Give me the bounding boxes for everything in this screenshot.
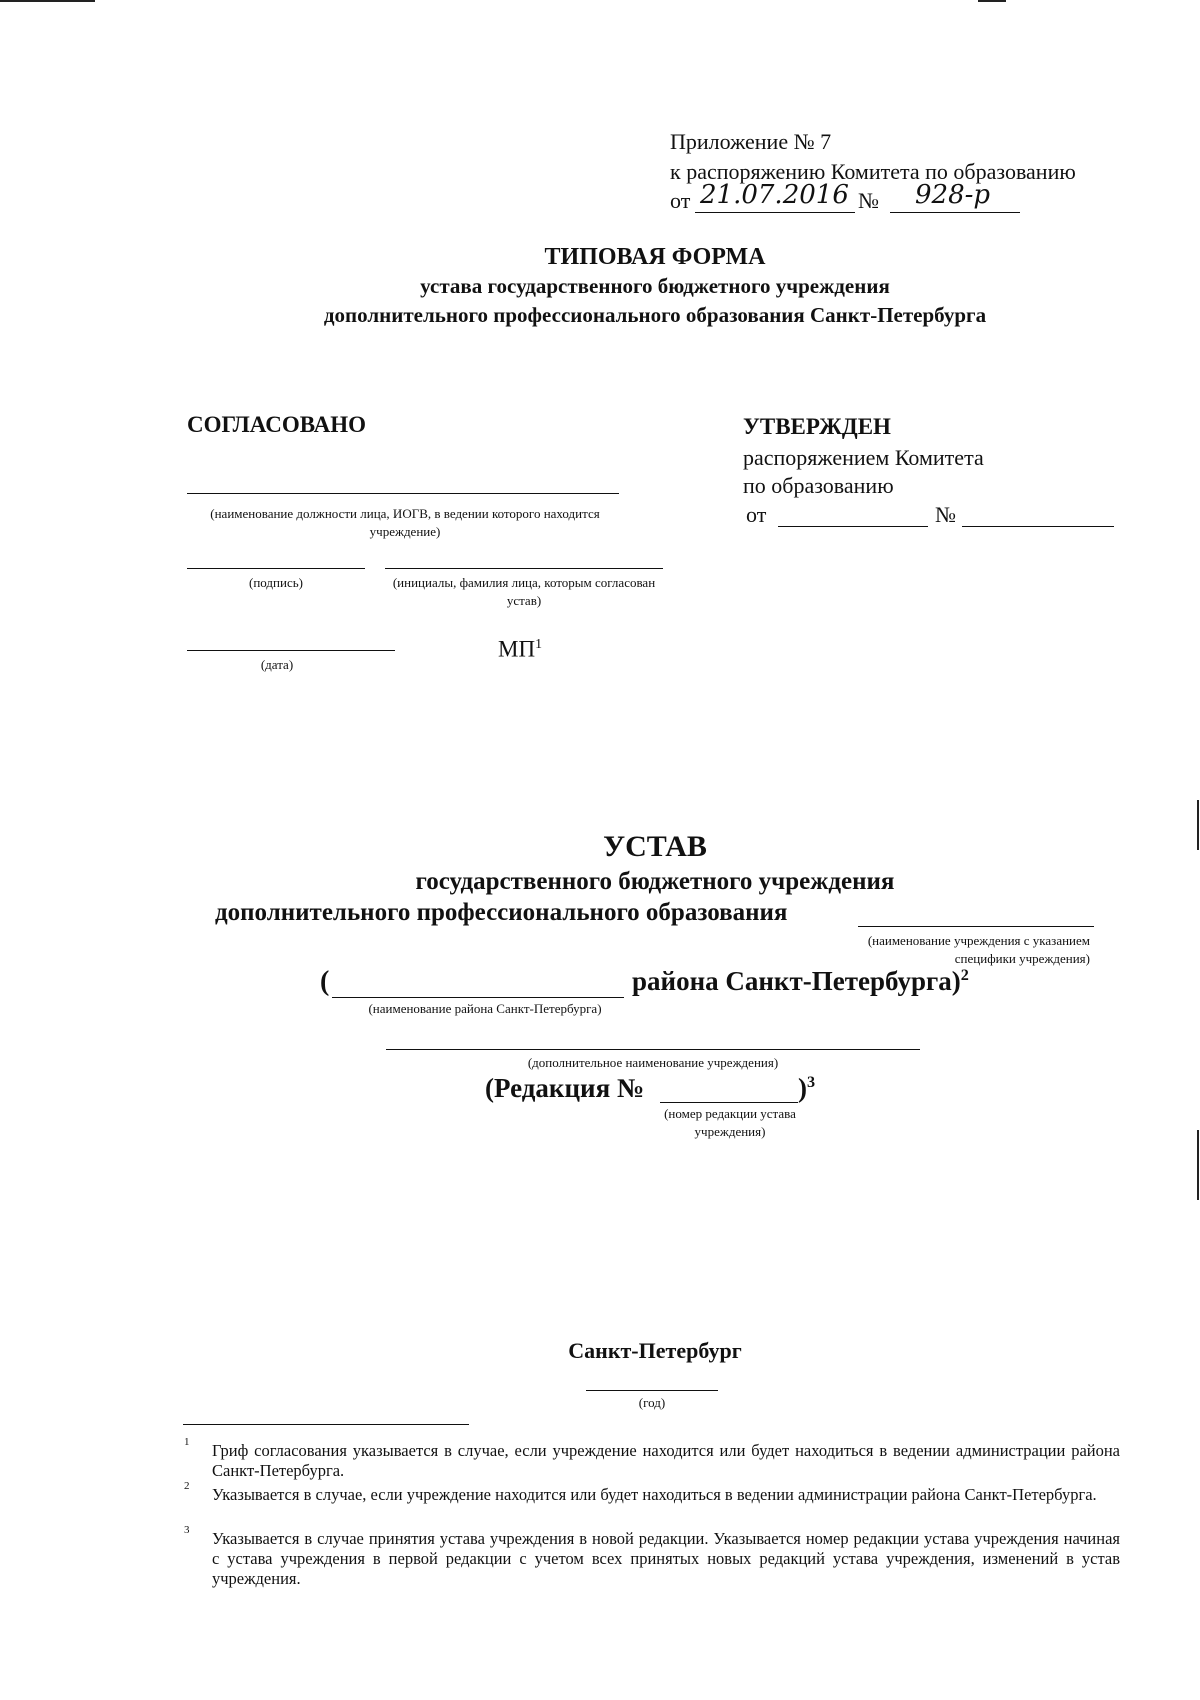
charter-additional-line xyxy=(386,1049,920,1050)
footnote-2-number: 2 xyxy=(184,1480,190,1492)
approved-title: УТВЕРЖДЕН xyxy=(743,414,891,439)
agreed-name-line xyxy=(385,568,663,569)
appendix-line-1: Приложение № 7 xyxy=(670,129,832,154)
appendix-from-label: от xyxy=(670,188,691,213)
scan-mark-top-left xyxy=(0,0,95,2)
appendix-number-label: № xyxy=(858,188,879,213)
charter-district-hint: (наименование района Санкт-Петербурга) xyxy=(368,1001,602,1016)
approved-number-line xyxy=(962,526,1114,527)
agreed-position-line xyxy=(187,493,619,494)
agreed-position-hint: (наименование должности лица, ИОГВ, в ведении которого находится учреждение) xyxy=(210,506,600,539)
charter-edition-line xyxy=(660,1102,798,1103)
charter-name-hint: (наименование учреждения с указанием специфики учреждения) xyxy=(867,933,1090,966)
footnote-ref-1: 1 xyxy=(535,636,542,651)
footnote-ref-3: 3 xyxy=(807,1073,816,1091)
charter-district-text: района Санкт-Петербурга) xyxy=(632,966,961,996)
charter-edition-label: (Редакция № xyxy=(485,1073,645,1103)
footer-year-line xyxy=(586,1390,718,1391)
approved-line-2: по образованию xyxy=(743,473,894,498)
footnote-1-number: 1 xyxy=(184,1436,190,1448)
footnote-3-number: 3 xyxy=(184,1524,190,1536)
approved-date-line xyxy=(778,526,928,527)
charter-title: УСТАВ xyxy=(603,830,707,863)
agreed-stamp-text: МП xyxy=(498,636,536,662)
footnote-1-text: Гриф согласования указывается в случае, если учреждение находится или будет находиться в ведении администрации района Санкт-Петербурга. xyxy=(212,1441,1120,1480)
scan-mark-right-2 xyxy=(1197,1130,1199,1200)
footer-year-hint: (год) xyxy=(638,1395,666,1410)
charter-district-open: ( xyxy=(320,966,330,997)
footnote-ref-2: 2 xyxy=(960,966,969,984)
appendix-date-line xyxy=(695,212,855,213)
appendix-date-handwritten: 21.07.2016 xyxy=(700,180,849,210)
footer-city: Санкт-Петербург xyxy=(568,1338,742,1363)
charter-name-line xyxy=(858,926,1094,927)
appendix-line-2: к распоряжению Комитета по образованию xyxy=(670,159,1076,184)
charter-district-line xyxy=(332,997,624,998)
charter-edition-hint: (номер редакции устава учреждения) xyxy=(664,1106,796,1139)
header-subtitle-1: устава государственного бюджетного учреждения xyxy=(420,274,890,298)
scan-mark-top-right xyxy=(978,0,1006,2)
appendix-number-line xyxy=(890,212,1020,213)
footnote-2-text: Указывается в случае, если учреждение находится или будет находиться в ведении администрации района Санкт-Петербурга. xyxy=(212,1485,1097,1504)
charter-edition-close-text: ) xyxy=(798,1073,807,1103)
approved-from-label: от xyxy=(746,502,767,527)
header-subtitle-2: дополнительного профессионального образования Санкт-Петербурга xyxy=(323,303,987,327)
charter-line-2: дополнительного профессионального образования xyxy=(215,899,788,926)
header-title: ТИПОВАЯ ФОРМА xyxy=(544,244,766,270)
approved-line-1: распоряжением Комитета xyxy=(743,445,984,470)
footnotes-separator xyxy=(183,1424,469,1425)
appendix-number-handwritten: 928-р xyxy=(915,180,991,210)
agreed-date-hint: (дата) xyxy=(260,657,294,672)
agreed-date-line xyxy=(187,650,395,651)
charter-edition-close xyxy=(798,1073,815,1104)
agreed-title: СОГЛАСОВАНО xyxy=(187,412,367,437)
charter-line-1: государственного бюджетного учреждения xyxy=(415,868,895,895)
agreed-stamp xyxy=(498,630,542,664)
approved-number-label: № xyxy=(935,502,956,527)
footnote-3-text: Указывается в случае принятия устава учреждения в новой редакции. Указывается номер редакции устава учреждения начиная с устава учреждения в первой редакции с учетом всех принятых новых редакций устава учреждения, изменений в устав учреждения. xyxy=(212,1529,1120,1588)
agreed-signature-hint: (подпись) xyxy=(249,575,303,590)
charter-district xyxy=(632,966,969,997)
charter-additional-hint: (дополнительное наименование учреждения) xyxy=(527,1055,779,1070)
agreed-signature-line xyxy=(187,568,365,569)
agreed-name-hint: (инициалы, фамилия лица, которым согласован устав) xyxy=(392,575,656,608)
